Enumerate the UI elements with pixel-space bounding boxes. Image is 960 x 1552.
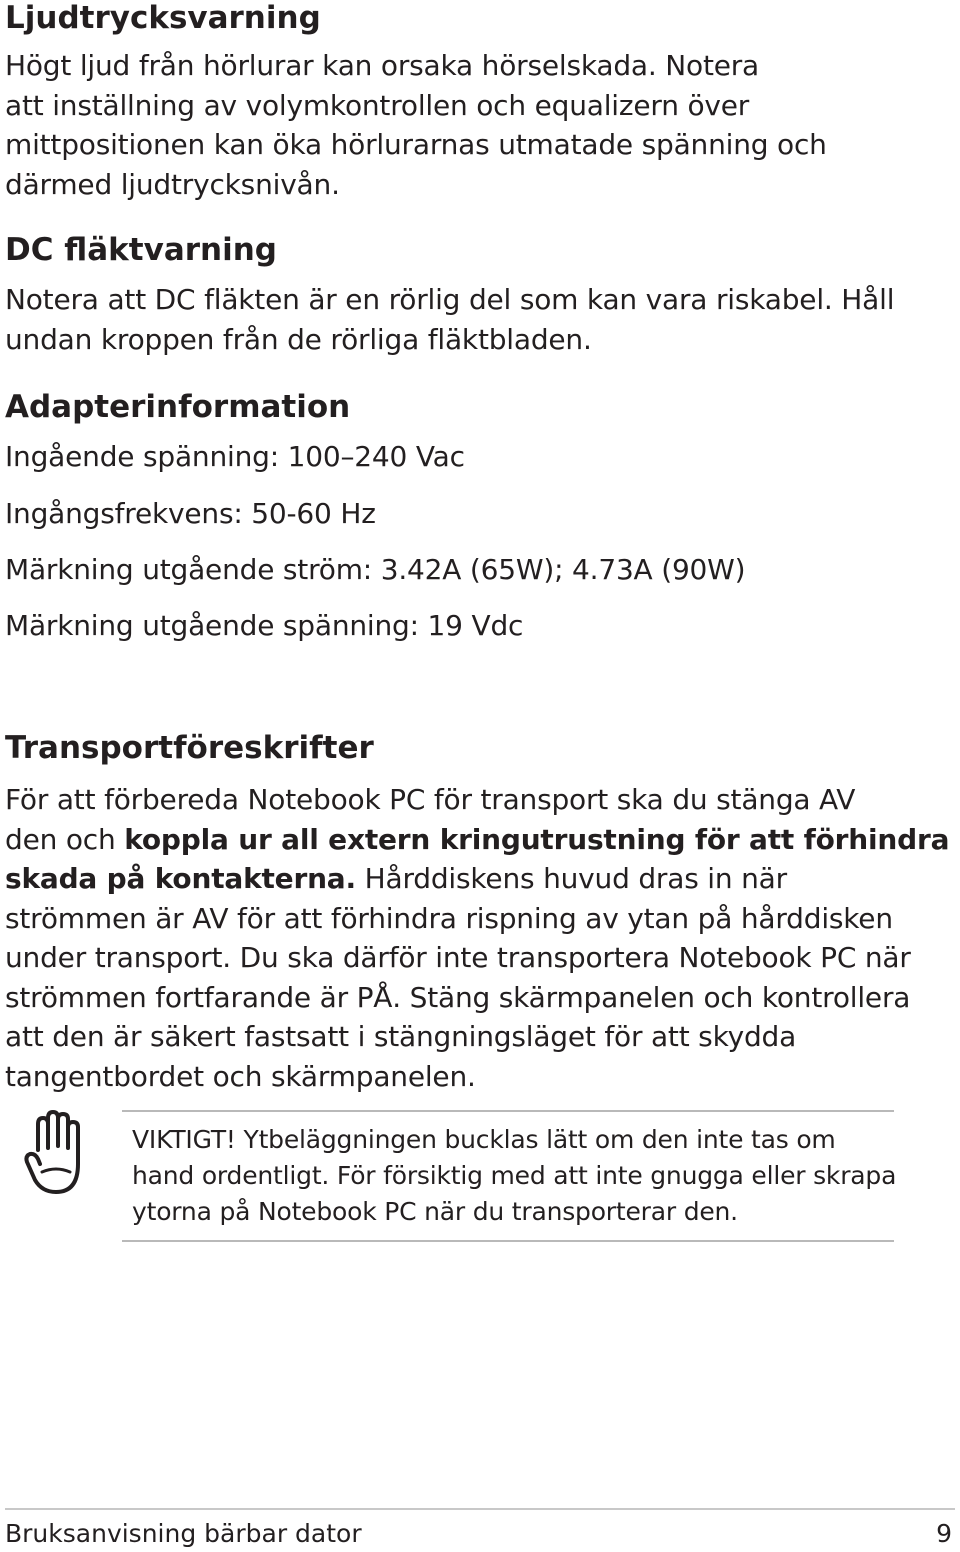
- text-line: Notera att DC fläkten är en rörlig del som kan vara riskabel. Håll: [5, 283, 895, 316]
- text-line: strömmen är AV för att förhindra rispning av ytan på hårddisken: [5, 901, 893, 935]
- note-line: hand ordentligt. För försiktig med att inte gnugga eller skrapa: [132, 1161, 897, 1190]
- paragraph-dc-fan-warning: [5, 280, 920, 359]
- paragraph-sound-pressure: [5, 46, 920, 204]
- adapter-input-voltage: Ingående spänning: 100–240 Vac: [5, 440, 465, 473]
- text-bold: skada på kontakterna.: [5, 862, 356, 895]
- footer-rule: [5, 1508, 955, 1510]
- text-bold: koppla ur all extern kringutrustning för att förhindra: [124, 822, 950, 856]
- text-line: att inställning av volymkontrollen och equalizern över: [5, 88, 750, 122]
- text-line: under transport. Du ska därför inte transportera Notebook PC när: [5, 941, 911, 974]
- text-line: strömmen fortfarande är PÅ. Stäng skärmpanelen och kontrollera: [5, 980, 911, 1014]
- hand-stop-icon: [22, 1110, 88, 1198]
- text-line: tangentbordet och skärmpanelen.: [5, 1059, 476, 1093]
- text-line: [5, 820, 950, 860]
- heading-transport: Transportföreskrifter: [5, 730, 374, 766]
- text-line: därmed ljudtrycksnivån.: [5, 167, 340, 201]
- adapter-output-voltage: Märkning utgående spänning: 19 Vdc: [5, 609, 524, 642]
- note-line: VIKTIGT! Ytbeläggningen bucklas lätt om den inte tas om: [132, 1125, 836, 1154]
- adapter-input-frequency: Ingångsfrekvens: 50-60 Hz: [5, 497, 376, 530]
- note-line: ytorna på Notebook PC när du transporterar den.: [132, 1197, 738, 1226]
- text-line: att den är säkert fastsatt i stängningsläget för att skydda: [5, 1020, 797, 1053]
- paragraph-transport: [5, 780, 950, 1096]
- note-important: [132, 1122, 902, 1230]
- text-line: [5, 859, 920, 899]
- adapter-output-current: Märkning utgående ström: 3.42A (65W); 4.73A (90W): [5, 553, 746, 586]
- heading-sound-pressure: Ljudtrycksvarning: [5, 0, 321, 36]
- text-line: Högt ljud från hörlurar kan orsaka hörselskada. Notera: [5, 49, 760, 82]
- heading-dc-fan-warning: DC fläktvarning: [5, 232, 277, 268]
- section-transport: [5, 730, 950, 1096]
- text-plain: den och: [5, 822, 125, 856]
- footer-manual-title: Bruksanvisning bärbar dator: [5, 1519, 362, 1548]
- footer-page-number: 9: [936, 1519, 952, 1548]
- note-bottom-rule: [122, 1240, 894, 1242]
- text-line: För att förbereda Notebook PC för transport ska du stänga AV: [5, 783, 856, 816]
- section-sound-pressure: [5, 0, 920, 204]
- text-line: undan kroppen från de rörliga fläktbladen.: [5, 322, 592, 356]
- section-dc-fan-warning: [5, 232, 920, 359]
- note-top-rule: [122, 1110, 894, 1112]
- heading-adapter-info: Adapterinformation: [5, 389, 351, 425]
- text-plain: Hårddiskens huvud dras in när: [355, 862, 787, 895]
- section-adapter-info: [5, 389, 920, 425]
- text-line: mittpositionen kan öka hörlurarnas utmatade spänning och: [5, 128, 827, 161]
